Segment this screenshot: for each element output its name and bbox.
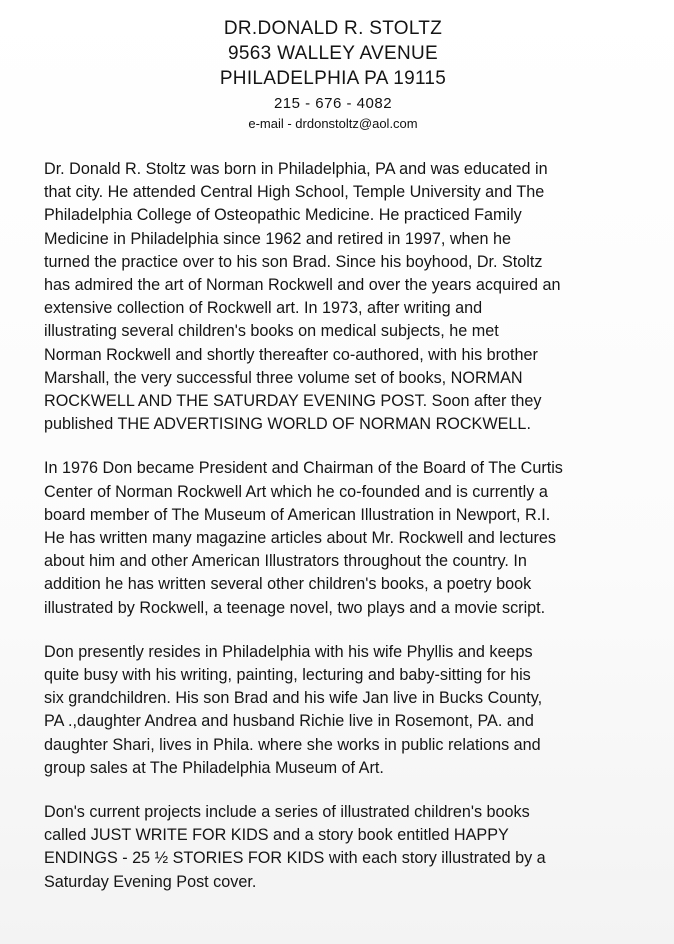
text-line: extensive collection of Rockwell art. In 1973, after writing and xyxy=(44,299,483,318)
text-line: PA .,daughter Andrea and husband Richie live in Rosemont, PA. and xyxy=(44,712,534,731)
text-line: called JUST WRITE FOR KIDS and a story book entitled HAPPY xyxy=(44,826,509,845)
text-line: illustrating several children's books on medical subjects, he met xyxy=(44,322,499,341)
text-line: Dr. Donald R. Stoltz was born in Philadelphia, PA and was educated in xyxy=(44,160,548,178)
text-line: daughter Shari, lives in Phila. where she works in public relations and xyxy=(44,735,541,754)
phone-number: 215 - 676 - 4082 xyxy=(273,95,393,112)
text-line: Norman Rockwell and shortly thereafter co-authored, with his brother xyxy=(44,345,538,364)
city-state-zip: PHILADELPHIA PA 19115 xyxy=(219,68,447,89)
text-line: has admired the art of Norman Rockwell and over the years acquired an xyxy=(44,276,561,295)
text-line: published THE ADVERTISING WORLD OF NORMAN ROCKWELL. xyxy=(44,415,531,434)
text-line: He has written many magazine articles about Mr. Rockwell and lectures xyxy=(44,529,556,548)
text-line: turned the practice over to his son Brad. Since his boyhood, Dr. Stoltz xyxy=(44,252,543,271)
biography-text xyxy=(44,158,644,915)
letterhead xyxy=(0,16,670,133)
author-name: DR.DONALD R. STOLTZ xyxy=(223,18,443,39)
text-line: group sales at The Philadelphia Museum of Art. xyxy=(44,758,384,777)
text-line: ENDINGS - 25 ½ STORIES FOR KIDS with each story illustrated by a xyxy=(44,849,546,868)
text-line: about him and other American Illustrators throughout the country. In xyxy=(44,552,527,571)
text-line: Center of Norman Rockwell Art which he co-founded and is currently a xyxy=(44,482,548,501)
text-line: six grandchildren. His son Brad and his wife Jan live in Bucks County, xyxy=(44,689,543,708)
text-line: In 1976 Don became President and Chairman of the Board of The Curtis xyxy=(44,459,563,478)
text-line: illustrated by Rockwell, a teenage novel, two plays and a movie script. xyxy=(44,598,546,617)
paragraph-early-life xyxy=(44,158,644,436)
text-line: Marshall, the very successful three volume set of books, NORMAN xyxy=(44,368,523,387)
paragraph-family xyxy=(44,641,644,780)
paragraph-current-projects xyxy=(44,801,644,894)
text-line: Medicine in Philadelphia since 1962 and retired in 1997, when he xyxy=(44,229,512,248)
text-line: board member of The Museum of American Illustration in Newport, R.I. xyxy=(44,505,551,524)
text-line: Saturday Evening Post cover. xyxy=(44,872,257,891)
text-line: that city. He attended Central High School, Temple University and The xyxy=(44,183,545,202)
email-address: e-mail - drdonstoltz@aol.com xyxy=(248,116,418,131)
paragraph-curtis-center xyxy=(44,457,644,619)
text-line: Don presently resides in Philadelphia with his wife Phyllis and keeps xyxy=(44,642,533,661)
text-line: Don's current projects include a series of illustrated children's books xyxy=(44,803,530,822)
street-address: 9563 WALLEY AVENUE xyxy=(228,43,438,64)
text-line: addition he has written several other children's books, a poetry book xyxy=(44,575,532,594)
text-line: ROCKWELL AND THE SATURDAY EVENING POST. Soon after they xyxy=(44,392,542,411)
text-line: quite busy with his writing, painting, lecturing and baby-sitting for his xyxy=(44,666,531,685)
text-line: Philadelphia College of Osteopathic Medicine. He practiced Family xyxy=(44,206,522,225)
